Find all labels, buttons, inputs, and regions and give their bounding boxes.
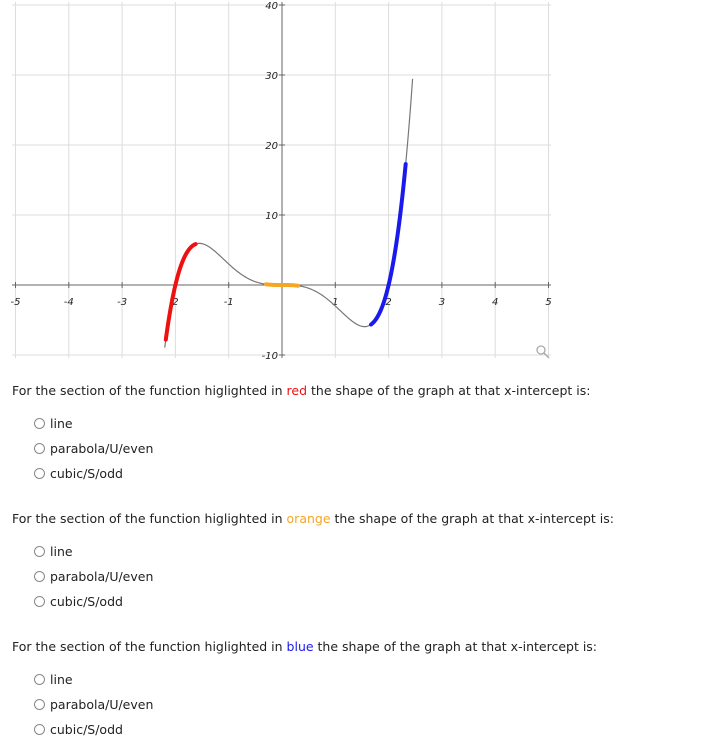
option-line[interactable]	[12, 667, 597, 692]
y-tick-label: 10	[265, 211, 278, 222]
prompt-prefix: For the section of the function higlighted in	[12, 383, 287, 398]
option-label: parabola/U/even	[50, 697, 154, 712]
question-orange	[12, 511, 614, 614]
radio-button[interactable]	[34, 674, 45, 685]
x-tick-label: -3	[117, 297, 128, 308]
option-line[interactable]	[12, 411, 590, 436]
option-label: cubic/S/odd	[50, 722, 123, 737]
x-tick-label: -1	[223, 297, 234, 308]
option-label: parabola/U/even	[50, 569, 154, 584]
prompt-prefix: For the section of the function higlighted in	[12, 511, 287, 526]
radio-button[interactable]	[34, 546, 45, 557]
option-cubic[interactable]	[12, 717, 597, 742]
option-cubic[interactable]	[12, 589, 614, 614]
x-tick-label: 3	[438, 297, 446, 308]
question-prompt	[12, 383, 590, 399]
x-tick-label: 5	[545, 297, 552, 308]
radio-button[interactable]	[34, 596, 45, 607]
prompt-suffix: the shape of the graph at that x-intercept is:	[313, 639, 598, 654]
tick-labels	[11, 1, 552, 362]
radio-button[interactable]	[34, 418, 45, 429]
y-tick-label: 20	[265, 141, 278, 152]
axes	[12, 2, 551, 358]
function-graph	[0, 0, 709, 375]
radio-button[interactable]	[34, 724, 45, 735]
option-label: cubic/S/odd	[50, 466, 123, 481]
option-parabola[interactable]	[12, 436, 590, 461]
y-tick-label: 30	[265, 71, 278, 82]
orange-highlight-segment	[266, 284, 298, 285]
radio-button[interactable]	[34, 699, 45, 710]
option-label: line	[50, 544, 73, 559]
highlight-word-orange: orange	[286, 511, 331, 526]
radio-button[interactable]	[34, 571, 45, 582]
x-tick-label: 4	[492, 297, 499, 308]
red-highlight-segment	[166, 244, 196, 340]
zoom-icon[interactable]	[537, 346, 549, 358]
highlight-word-red: red	[286, 383, 308, 398]
option-parabola[interactable]	[12, 692, 597, 717]
function-curve	[165, 79, 413, 348]
option-label: line	[50, 416, 73, 431]
prompt-suffix: the shape of the graph at that x-intercept is:	[307, 383, 591, 398]
question-prompt	[12, 511, 614, 527]
x-tick-label: 1	[332, 297, 339, 308]
option-cubic[interactable]	[12, 461, 590, 486]
y-tick-label: 40	[265, 1, 278, 12]
option-label: line	[50, 672, 73, 687]
option-label: cubic/S/odd	[50, 594, 123, 609]
question-blue	[12, 639, 597, 742]
x-tick-label: -4	[63, 297, 74, 308]
prompt-prefix: For the section of the function higlighted in	[12, 639, 287, 654]
question-prompt	[12, 639, 597, 655]
question-red	[12, 383, 590, 486]
option-parabola[interactable]	[12, 564, 614, 589]
radio-button[interactable]	[34, 443, 45, 454]
option-line[interactable]	[12, 539, 614, 564]
x-tick-label: 2	[385, 297, 392, 308]
y-tick-label: -10	[261, 351, 278, 362]
highlight-word-blue: blue	[286, 639, 314, 654]
prompt-suffix: the shape of the graph at that x-intercept is:	[330, 511, 614, 526]
radio-button[interactable]	[34, 468, 45, 479]
x-tick-label: -5	[10, 297, 21, 308]
option-label: parabola/U/even	[50, 441, 154, 456]
x-tick-label: 2	[172, 297, 179, 308]
